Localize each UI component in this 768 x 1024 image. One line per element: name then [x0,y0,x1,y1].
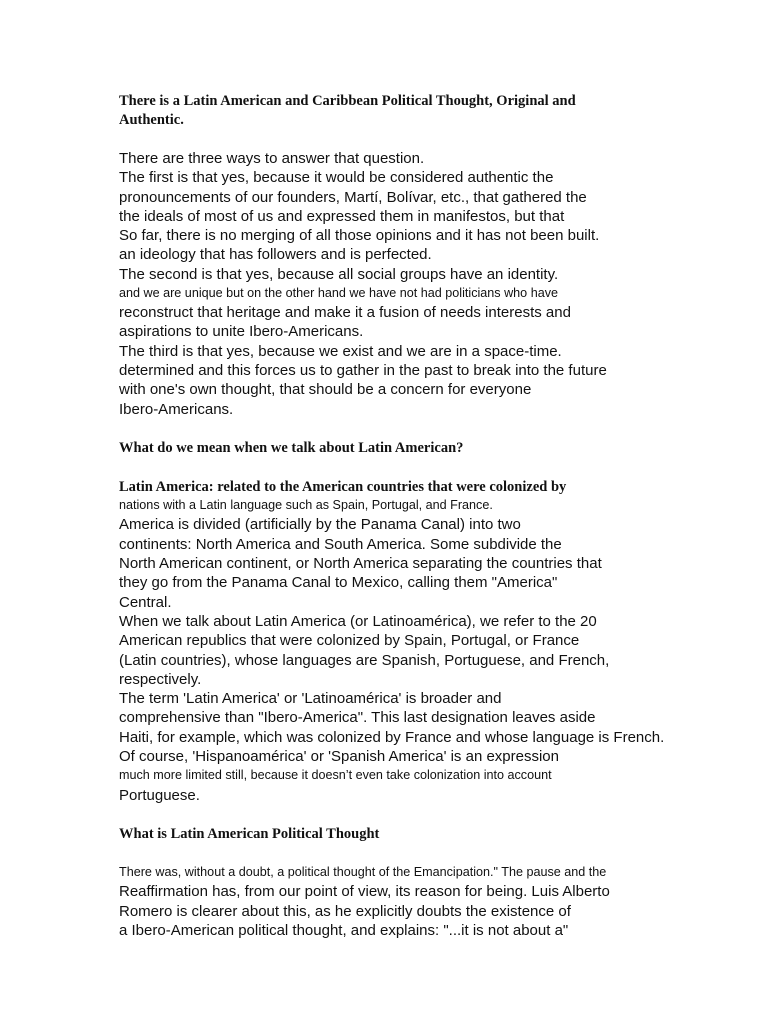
body-line: an ideology that has followers and is perfected. [119,246,432,263]
body-line: Ibero-Americans. [119,401,234,418]
body-line: reconstruct that heritage and make it a fusion of needs interests and [119,304,571,321]
body-line: There are three ways to answer that question. [119,150,425,167]
body-line: So far, there is no merging of all those opinions and it has not been built. [119,227,600,244]
body-line: The third is that yes, because we exist and we are in a space-time. [119,343,562,360]
body-line: aspirations to unite Ibero-Americans. [119,323,364,340]
body-line: The term 'Latin America' or 'Latinoamérica' is broader and [119,690,502,707]
body-line: determined and this forces us to gather in the past to break into the future [119,362,607,379]
body-line: pronouncements of our founders, Martí, Bolívar, etc., that gathered the [119,189,587,206]
body-line: Central. [119,594,172,611]
body-line: the ideals of most of us and expressed them in manifestos, but that [119,208,565,225]
body-line: Haiti, for example, which was colonized by France and whose language is French. [119,729,665,746]
body-line: North American continent, or North America separating the countries that [119,555,602,572]
body-line: comprehensive than "Ibero-America". This last designation leaves aside [119,709,596,726]
body-line: Reaffirmation has, from our point of view, its reason for being. Luis Alberto [119,883,610,900]
body-line: they go from the Panama Canal to Mexico, calling them "America" [119,574,558,591]
body-line: continents: North America and South America. Some subdivide the [119,536,562,553]
body-line-small: nations with a Latin language such as Spain, Portugal, and France. [119,498,493,512]
body-line-small: and we are unique but on the other hand we have not had politicians who have [119,286,558,300]
body-line: Portuguese. [119,787,200,804]
body-line: When we talk about Latin America (or Latinoamérica), we refer to the 20 [119,613,597,630]
body-line: American republics that were colonized by Spain, Portugal, or France [119,632,580,649]
section-heading-latin-american: What do we mean when we talk about Latin American? [119,440,464,456]
body-line: America is divided (artificially by the Panama Canal) into two [119,516,521,533]
body-line: with one's own thought, that should be a concern for everyone [119,381,532,398]
body-line: The first is that yes, because it would be considered authentic the [119,169,554,186]
body-line: The second is that yes, because all social groups have an identity. [119,266,559,283]
document-title-line-2: Authentic. [119,112,184,128]
section-heading-political-thought: What is Latin American Political Thought [119,826,380,842]
body-line: (Latin countries), whose languages are Spanish, Portuguese, and French, [119,652,610,669]
body-line: Romero is clearer about this, as he explicitly doubts the existence of [119,903,571,920]
body-line: a Ibero-American political thought, and explains: "...it is not about a" [119,922,569,939]
body-line-small: There was, without a doubt, a political thought of the Emancipation." The pause and the [119,865,607,879]
body-line: respectively. [119,671,202,688]
definition-heading-latin-america: Latin America: related to the American countries that were colonized by [119,479,567,495]
body-line-small: much more limited still, because it doesn’t even take colonization into account [119,768,552,782]
document-title-line-1: There is a Latin American and Caribbean Political Thought, Original and [119,93,576,109]
body-line: Of course, 'Hispanoamérica' or 'Spanish America' is an expression [119,748,559,765]
